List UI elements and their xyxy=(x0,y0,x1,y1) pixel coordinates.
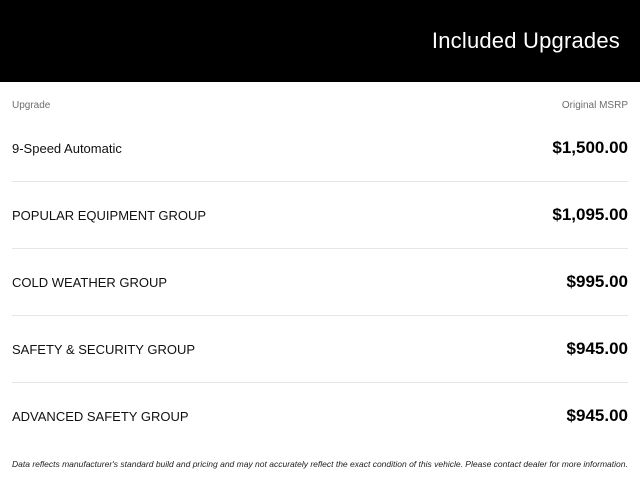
table-row xyxy=(12,383,628,449)
table-column-headers xyxy=(12,82,628,115)
table-row xyxy=(12,182,628,249)
upgrades-table xyxy=(12,115,628,449)
upgrade-name: ADVANCED SAFETY GROUP xyxy=(12,408,189,424)
upgrade-name: SAFETY & SECURITY GROUP xyxy=(12,341,196,357)
upgrade-name: 9-Speed Automatic xyxy=(12,140,122,156)
disclaimer-text: Data reflects manufacturer's standard build and pricing and may not accurately reflect the exact condition of this vehicle. Please contact dealer for more information. xyxy=(12,459,628,469)
upgrade-price: $1,500.00 xyxy=(552,138,628,157)
column-header-upgrade: Upgrade xyxy=(12,100,51,111)
upgrade-name: COLD WEATHER GROUP xyxy=(12,274,168,290)
upgrade-name: POPULAR EQUIPMENT GROUP xyxy=(12,207,207,223)
column-header-msrp: Original MSRP xyxy=(561,100,628,111)
upgrade-price: $1,095.00 xyxy=(552,205,628,224)
upgrade-price: $945.00 xyxy=(566,339,628,358)
header-band xyxy=(0,0,640,82)
page-title: Included Upgrades xyxy=(431,28,620,53)
upgrade-price: $945.00 xyxy=(566,406,628,425)
table-row xyxy=(12,316,628,383)
upgrade-price: $995.00 xyxy=(566,272,628,291)
table-row xyxy=(12,115,628,182)
table-row xyxy=(12,249,628,316)
content-area xyxy=(0,82,640,480)
